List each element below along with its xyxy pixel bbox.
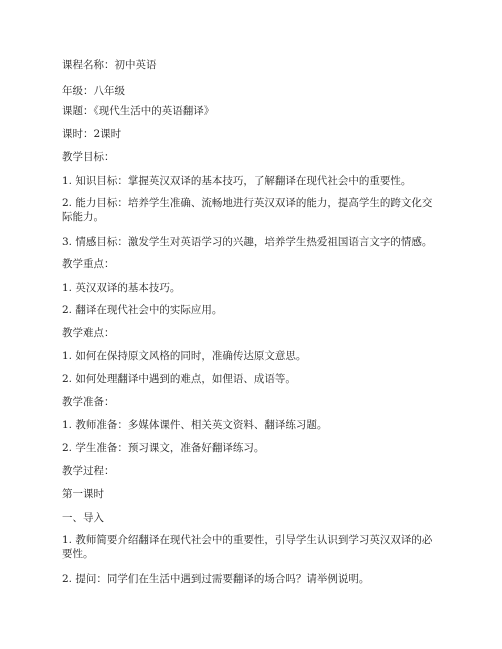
- goal-knowledge: 1. 知识目标：掌握英汉双译的基本技巧，了解翻译在现代社会中的重要性。: [62, 175, 412, 187]
- section-introduction: 一、导入: [62, 512, 104, 524]
- intro-step-1: 1. 教师简要介绍翻译在现代社会中的重要性，引导学生认识到学习英汉双译的必要性。: [62, 534, 433, 560]
- difficulty-2: 2. 如何处理翻译中遇到的难点，如俚语、成语等。: [62, 373, 296, 385]
- heading-key-points: 教学重点：: [62, 258, 115, 270]
- key-point-2: 2. 翻译在现代社会中的实际应用。: [62, 304, 223, 316]
- goal-ability: 2. 能力目标：培养学生准确、流畅地进行英汉双译的能力，提高学生的跨文化交际能力。: [62, 197, 433, 223]
- heading-process: 教学过程：: [62, 465, 115, 477]
- heading-teaching-goals: 教学目标：: [62, 151, 115, 163]
- heading-preparation: 教学准备：: [62, 396, 115, 408]
- course-name: 课程名称：初中英语: [62, 59, 157, 71]
- class-hours: 课时：2课时: [62, 128, 122, 140]
- difficulty-1: 1. 如何在保持原文风格的同时，准确传达原文意思。: [62, 350, 307, 362]
- lesson-topic: 课题：《现代生活中的英语翻译》: [62, 105, 215, 117]
- prep-student: 2. 学生准备：预习课文，准备好翻译练习。: [62, 442, 265, 454]
- prep-teacher: 1. 教师准备：多媒体课件、相关英文资料、翻译练习题。: [62, 419, 328, 431]
- goal-emotion: 3. 情感目标：激发学生对英语学习的兴趣，培养学生热爱祖国语言文字的情感。: [62, 236, 433, 248]
- key-point-1: 1. 英汉双译的基本技巧。: [62, 282, 181, 294]
- first-lesson: 第一课时: [62, 488, 104, 500]
- intro-step-2: 2. 提问：同学们在生活中遇到过需要翻译的场合吗？请举例说明。: [62, 573, 370, 585]
- heading-difficulties: 教学难点：: [62, 327, 115, 339]
- grade: 年级：八年级: [62, 85, 125, 97]
